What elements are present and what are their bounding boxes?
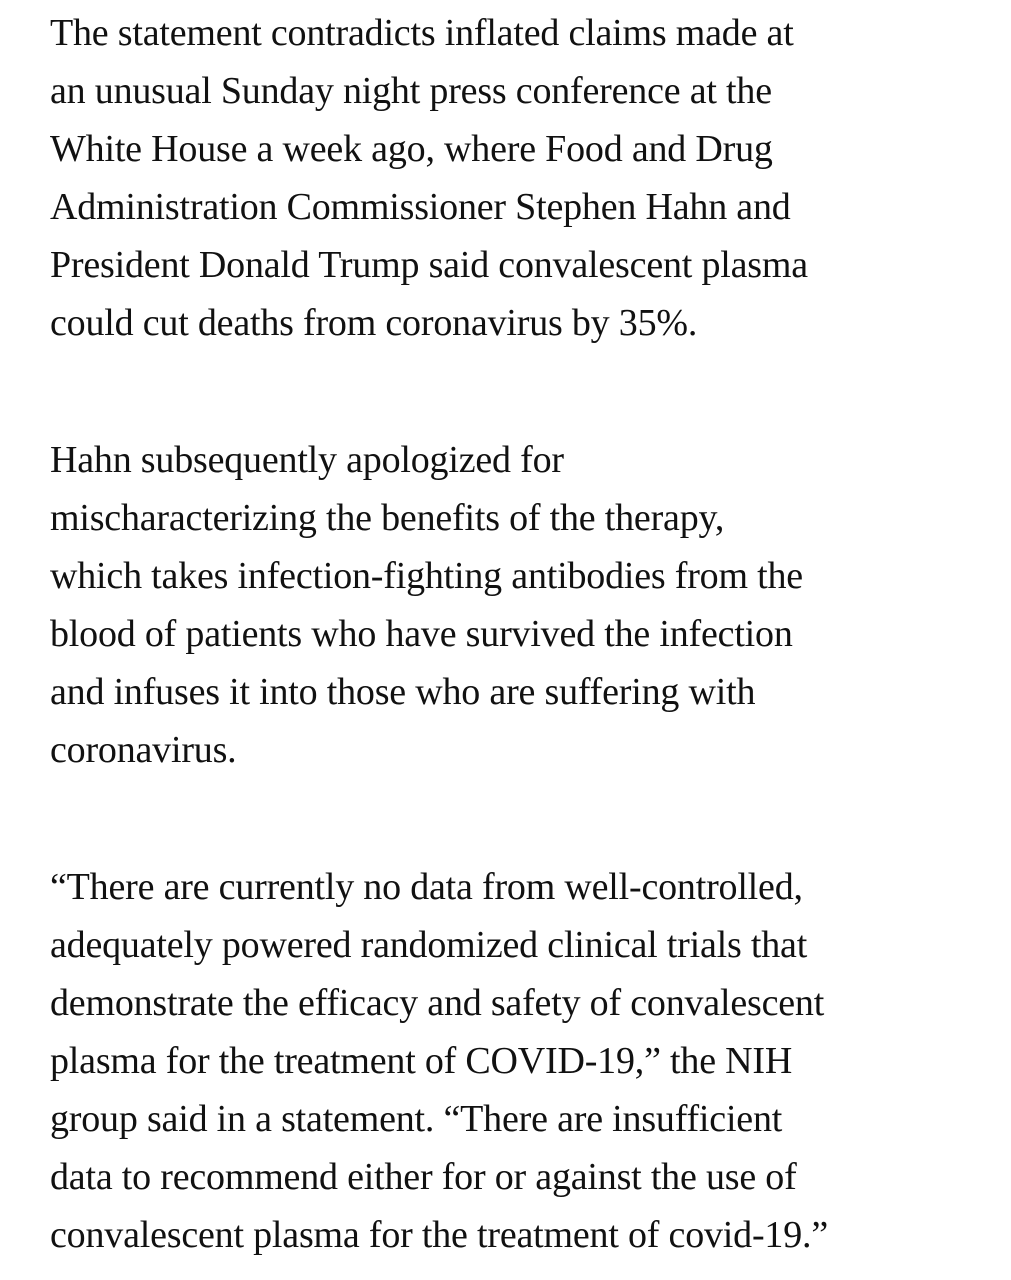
text-line: President Donald Trump said convalescent plasma [50, 244, 808, 286]
text-line: Hahn subsequently apologized for [50, 439, 564, 481]
text-line: White House a week ago, where Food and Drug [50, 128, 773, 170]
paragraph-3 [50, 858, 971, 1264]
text-line: which takes infection-fighting antibodies from the [50, 555, 803, 597]
text-line: “There are currently no data from well-controlled, [50, 866, 803, 908]
paragraph-1 [50, 4, 971, 352]
text-line: blood of patients who have survived the infection [50, 613, 793, 655]
text-line: and infuses it into those who are suffering with [50, 671, 756, 713]
text-line: could cut deaths from coronavirus by 35%. [50, 302, 698, 344]
text-line: Administration Commissioner Stephen Hahn and [50, 186, 791, 228]
text-line: group said in a statement. “There are insufficient [50, 1098, 783, 1140]
text-line: demonstrate the efficacy and safety of convalescent [50, 982, 825, 1024]
text-line: convalescent plasma for the treatment of covid-19.” [50, 1214, 828, 1256]
text-line: mischaracterizing the benefits of the therapy, [50, 497, 725, 539]
text-line: The statement contradicts inflated claims made at [50, 12, 794, 54]
text-line: plasma for the treatment of COVID-19,” the NIH [50, 1040, 793, 1082]
text-line: coronavirus. [50, 729, 237, 771]
text-line: data to recommend either for or against the use of [50, 1156, 797, 1198]
text-line: an unusual Sunday night press conference at the [50, 70, 772, 112]
text-line: adequately powered randomized clinical trials that [50, 924, 808, 966]
paragraph-2 [50, 431, 971, 779]
